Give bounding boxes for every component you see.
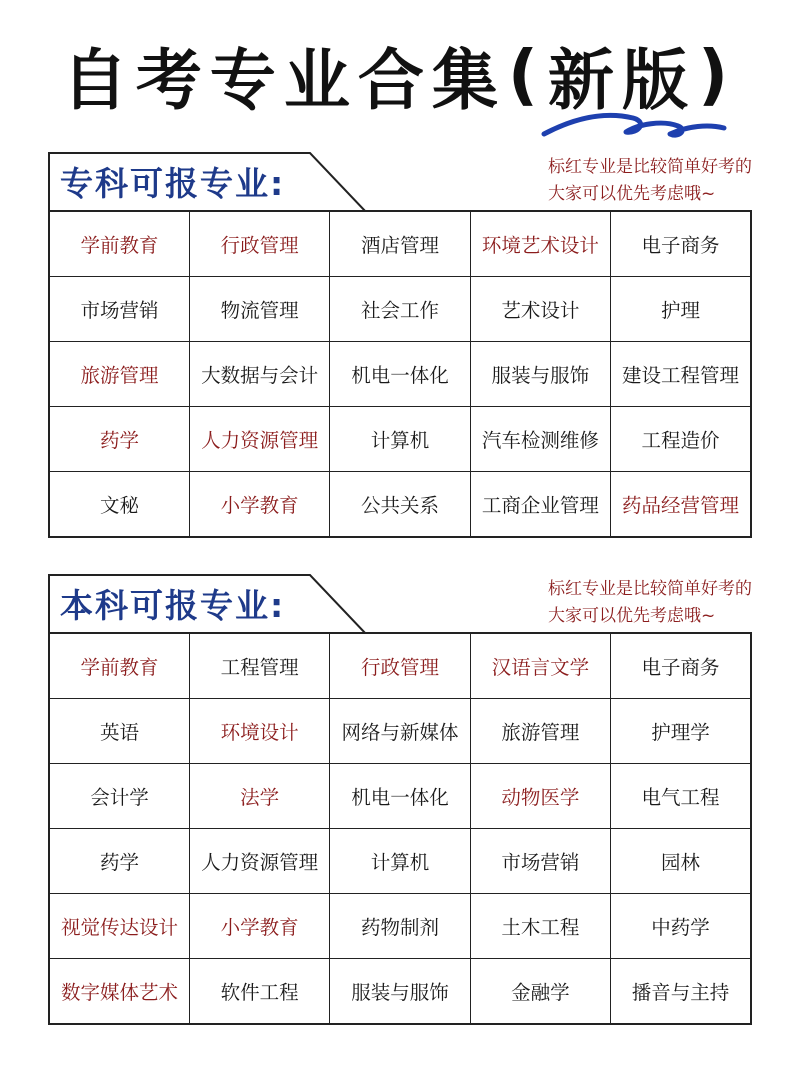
major-cell: 行政管理 (189, 211, 329, 277)
section-heading: 本科可报专业: (60, 586, 286, 625)
section-junior-college (48, 152, 752, 538)
major-cell: 市场营销 (49, 277, 189, 342)
major-cell: 学前教育 (49, 633, 189, 699)
major-cell: 人力资源管理 (189, 829, 329, 894)
major-table (48, 632, 752, 1025)
major-cell: 药品经营管理 (611, 472, 751, 538)
major-cell: 行政管理 (330, 633, 470, 699)
title-highlight (548, 27, 696, 122)
major-cell: 工程管理 (189, 633, 329, 699)
major-cell: 数字媒体艺术 (49, 959, 189, 1025)
major-cell: 环境设计 (189, 699, 329, 764)
major-cell: 土木工程 (470, 894, 610, 959)
note-line-1: 标红专业是比较简单好考的 (548, 579, 752, 599)
title-main: 自考专业合集 (61, 41, 506, 119)
major-cell: 酒店管理 (330, 211, 470, 277)
major-cell: 大数据与会计 (189, 342, 329, 407)
major-cell: 金融学 (470, 959, 610, 1025)
major-cell: 工商企业管理 (470, 472, 610, 538)
major-cell: 文秘 (49, 472, 189, 538)
major-cell: 小学教育 (189, 894, 329, 959)
major-cell: 小学教育 (189, 472, 329, 538)
table-row (49, 342, 751, 407)
title-paren-close: ) (698, 35, 737, 113)
major-cell: 机电一体化 (330, 764, 470, 829)
major-cell: 服装与服饰 (330, 959, 470, 1025)
section-heading: 专科可报专业: (60, 164, 286, 203)
table-row (49, 829, 751, 894)
section-header (48, 152, 752, 210)
major-cell: 电子商务 (611, 211, 751, 277)
note-line-2: 大家可以优先考虑哦~ (548, 606, 716, 626)
note-line-2: 大家可以优先考虑哦~ (548, 184, 716, 204)
major-cell: 英语 (49, 699, 189, 764)
table-row (49, 277, 751, 342)
major-cell: 计算机 (330, 829, 470, 894)
table-row (49, 764, 751, 829)
major-cell: 物流管理 (189, 277, 329, 342)
major-cell: 药学 (49, 829, 189, 894)
major-cell: 护理学 (611, 699, 751, 764)
major-cell: 市场营销 (470, 829, 610, 894)
major-cell: 药物制剂 (330, 894, 470, 959)
section-note (548, 154, 752, 208)
major-cell: 工程造价 (611, 407, 751, 472)
major-cell: 护理 (611, 277, 751, 342)
major-cell: 软件工程 (189, 959, 329, 1025)
page-title (0, 14, 800, 134)
major-cell: 法学 (189, 764, 329, 829)
major-cell: 计算机 (330, 407, 470, 472)
major-cell: 中药学 (611, 894, 751, 959)
title-paren-open: ( (507, 35, 546, 113)
major-cell: 会计学 (49, 764, 189, 829)
scribble-underline-icon (538, 104, 728, 144)
major-cell: 播音与主持 (611, 959, 751, 1025)
major-cell: 学前教育 (49, 211, 189, 277)
major-cell: 公共关系 (330, 472, 470, 538)
table-row (49, 211, 751, 277)
major-cell: 建设工程管理 (611, 342, 751, 407)
major-cell: 旅游管理 (470, 699, 610, 764)
major-cell: 动物医学 (470, 764, 610, 829)
table-row (49, 407, 751, 472)
major-cell: 汉语言文学 (470, 633, 610, 699)
table-row (49, 894, 751, 959)
section-header (48, 574, 752, 632)
major-cell: 旅游管理 (49, 342, 189, 407)
title-highlight-text: 新版 (548, 41, 696, 119)
major-cell: 园林 (611, 829, 751, 894)
major-cell: 人力资源管理 (189, 407, 329, 472)
table-row (49, 699, 751, 764)
major-cell: 环境艺术设计 (470, 211, 610, 277)
table-row (49, 959, 751, 1025)
major-cell: 服装与服饰 (470, 342, 610, 407)
section-note (548, 576, 752, 630)
major-cell: 药学 (49, 407, 189, 472)
major-cell: 网络与新媒体 (330, 699, 470, 764)
major-table (48, 210, 752, 538)
major-cell: 电子商务 (611, 633, 751, 699)
note-line-1: 标红专业是比较简单好考的 (548, 157, 752, 177)
major-cell: 机电一体化 (330, 342, 470, 407)
section-undergraduate (48, 574, 752, 1025)
major-cell: 艺术设计 (470, 277, 610, 342)
major-cell: 汽车检测维修 (470, 407, 610, 472)
major-cell: 电气工程 (611, 764, 751, 829)
major-cell: 社会工作 (330, 277, 470, 342)
table-row (49, 633, 751, 699)
table-row (49, 472, 751, 538)
major-cell: 视觉传达设计 (49, 894, 189, 959)
